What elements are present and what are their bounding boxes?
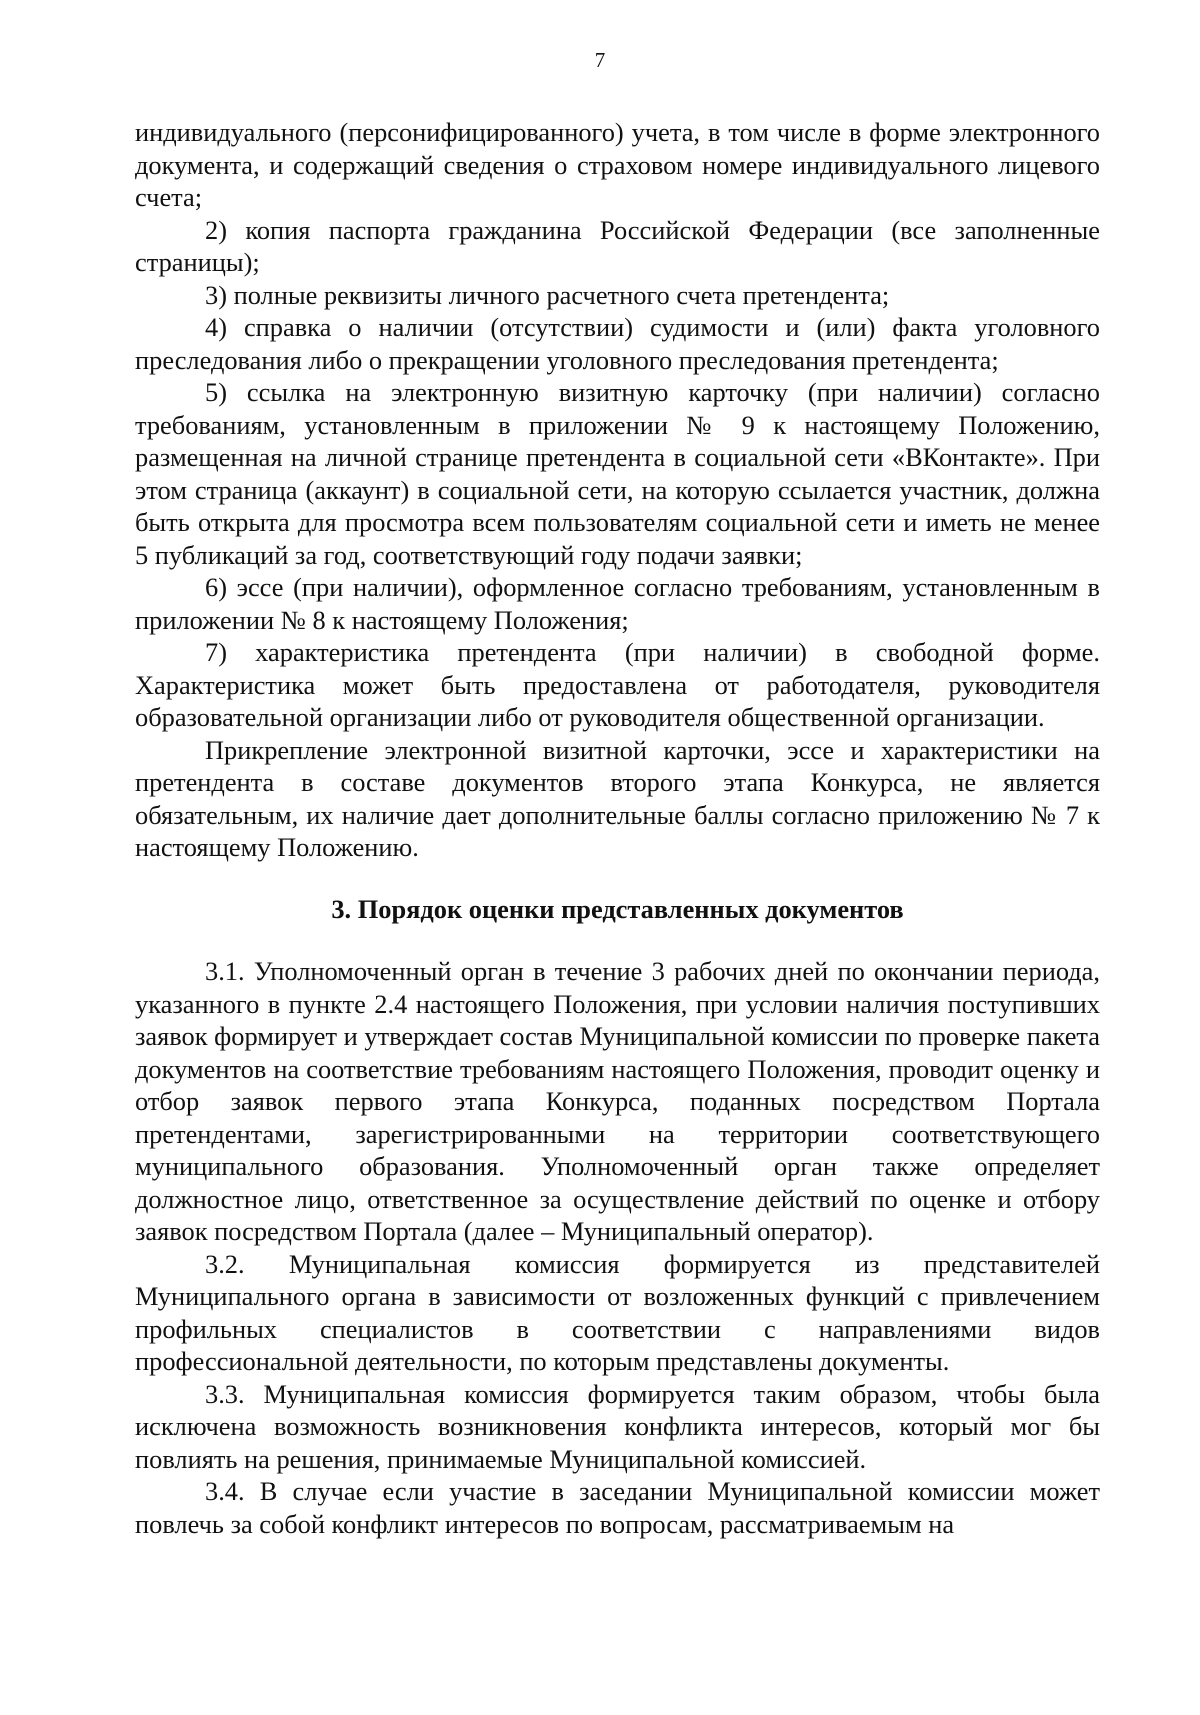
page-number: 7 [594, 48, 606, 72]
document-body [135, 116, 1100, 1540]
list-item-3: 3) полные реквизиты личного расчетного счета претендента; [205, 279, 890, 310]
list-item-4: 4) справка о наличии (отсутствии) судимости и (или) факта уголовного преследования либо о прекращении уголовного преследования претендента; [135, 312, 1100, 375]
clause-3-3: 3.3. Муниципальная комиссия формируется таким образом, чтобы была исключена возможность возникновения конфликта интересов, который мог бы повлиять на решения, принимаемые Муниципальной комиссией. [135, 1378, 1100, 1474]
list-item-2: 2) копия паспорта гражданина Российской Федерации (все заполненные страницы); [135, 214, 1100, 277]
list-item-6: 6) эссе (при наличии), оформленное согласно требованиям, установленным в приложении № 8 к настоящему Положения; [135, 572, 1100, 635]
section-heading: 3. Порядок оценки представленных документов [331, 893, 904, 924]
list-item-5: 5) ссылка на электронную визитную карточку (при наличии) согласно требованиям, установленным в приложении № 9 к настоящему Положению, размещенная на личной странице претендента в социальной сети «ВКонтакте». При этом страница (аккаунт) в социальной сети, на которую ссылается участник, должна быть открыта для просмотра всем пользователям социальной сети и иметь не менее 5 публикаций за год, соответствующий году подачи заявки; [135, 377, 1100, 570]
paragraph-attachment-note: Прикрепление электронной визитной карточки, эссе и характеристики на претендента в составе документов второго этапа Конкурса, не является обязательным, их наличие дает дополнительные баллы согласно приложению № 7 к настоящему Положению. [135, 734, 1100, 862]
list-item-7: 7) характеристика претендента (при наличии) в свободной форме. Характеристика может быть предоставлена от работодателя, руководителя образовательной организации либо от руководителя общественной организации. [135, 637, 1100, 732]
clause-3-1: 3.1. Уполномоченный орган в течение 3 рабочих дней по окончании периода, указанного в пункте 2.4 настоящего Положения, при условии наличия поступивших заявок формирует и утверждает состав Муниципальной комиссии по проверке пакета документов на соответствие требованиям настоящего Положения, проводит оценку и отбор заявок первого этапа Конкурса, поданных посредством Портала претендентами, зарегистрированными на территории соответствующего муниципального образования. Уполномоченный орган также определяет должностное лицо, ответственное за осуществление действий по оценке и отбору заявок посредством Портала (далее – Муниципальный оператор). [135, 956, 1100, 1246]
clause-3-2: 3.2. Муниципальная комиссия формируется из представителей Муниципального органа в зависимости от возложенных функций с привлечением профильных специалистов в соответствии с направлениями видов профессиональной деятельности, по которым представлены документы. [135, 1248, 1100, 1376]
paragraph-continuation: индивидуального (персонифицированного) учета, в том числе в форме электронного документа, и содержащий сведения о страховом номере индивидуального лицевого счета; [135, 117, 1100, 212]
clause-3-4: 3.4. В случае если участие в заседании Муниципальной комиссии может повлечь за собой конфликт интересов по вопросам, рассматриваемым на [135, 1476, 1100, 1539]
